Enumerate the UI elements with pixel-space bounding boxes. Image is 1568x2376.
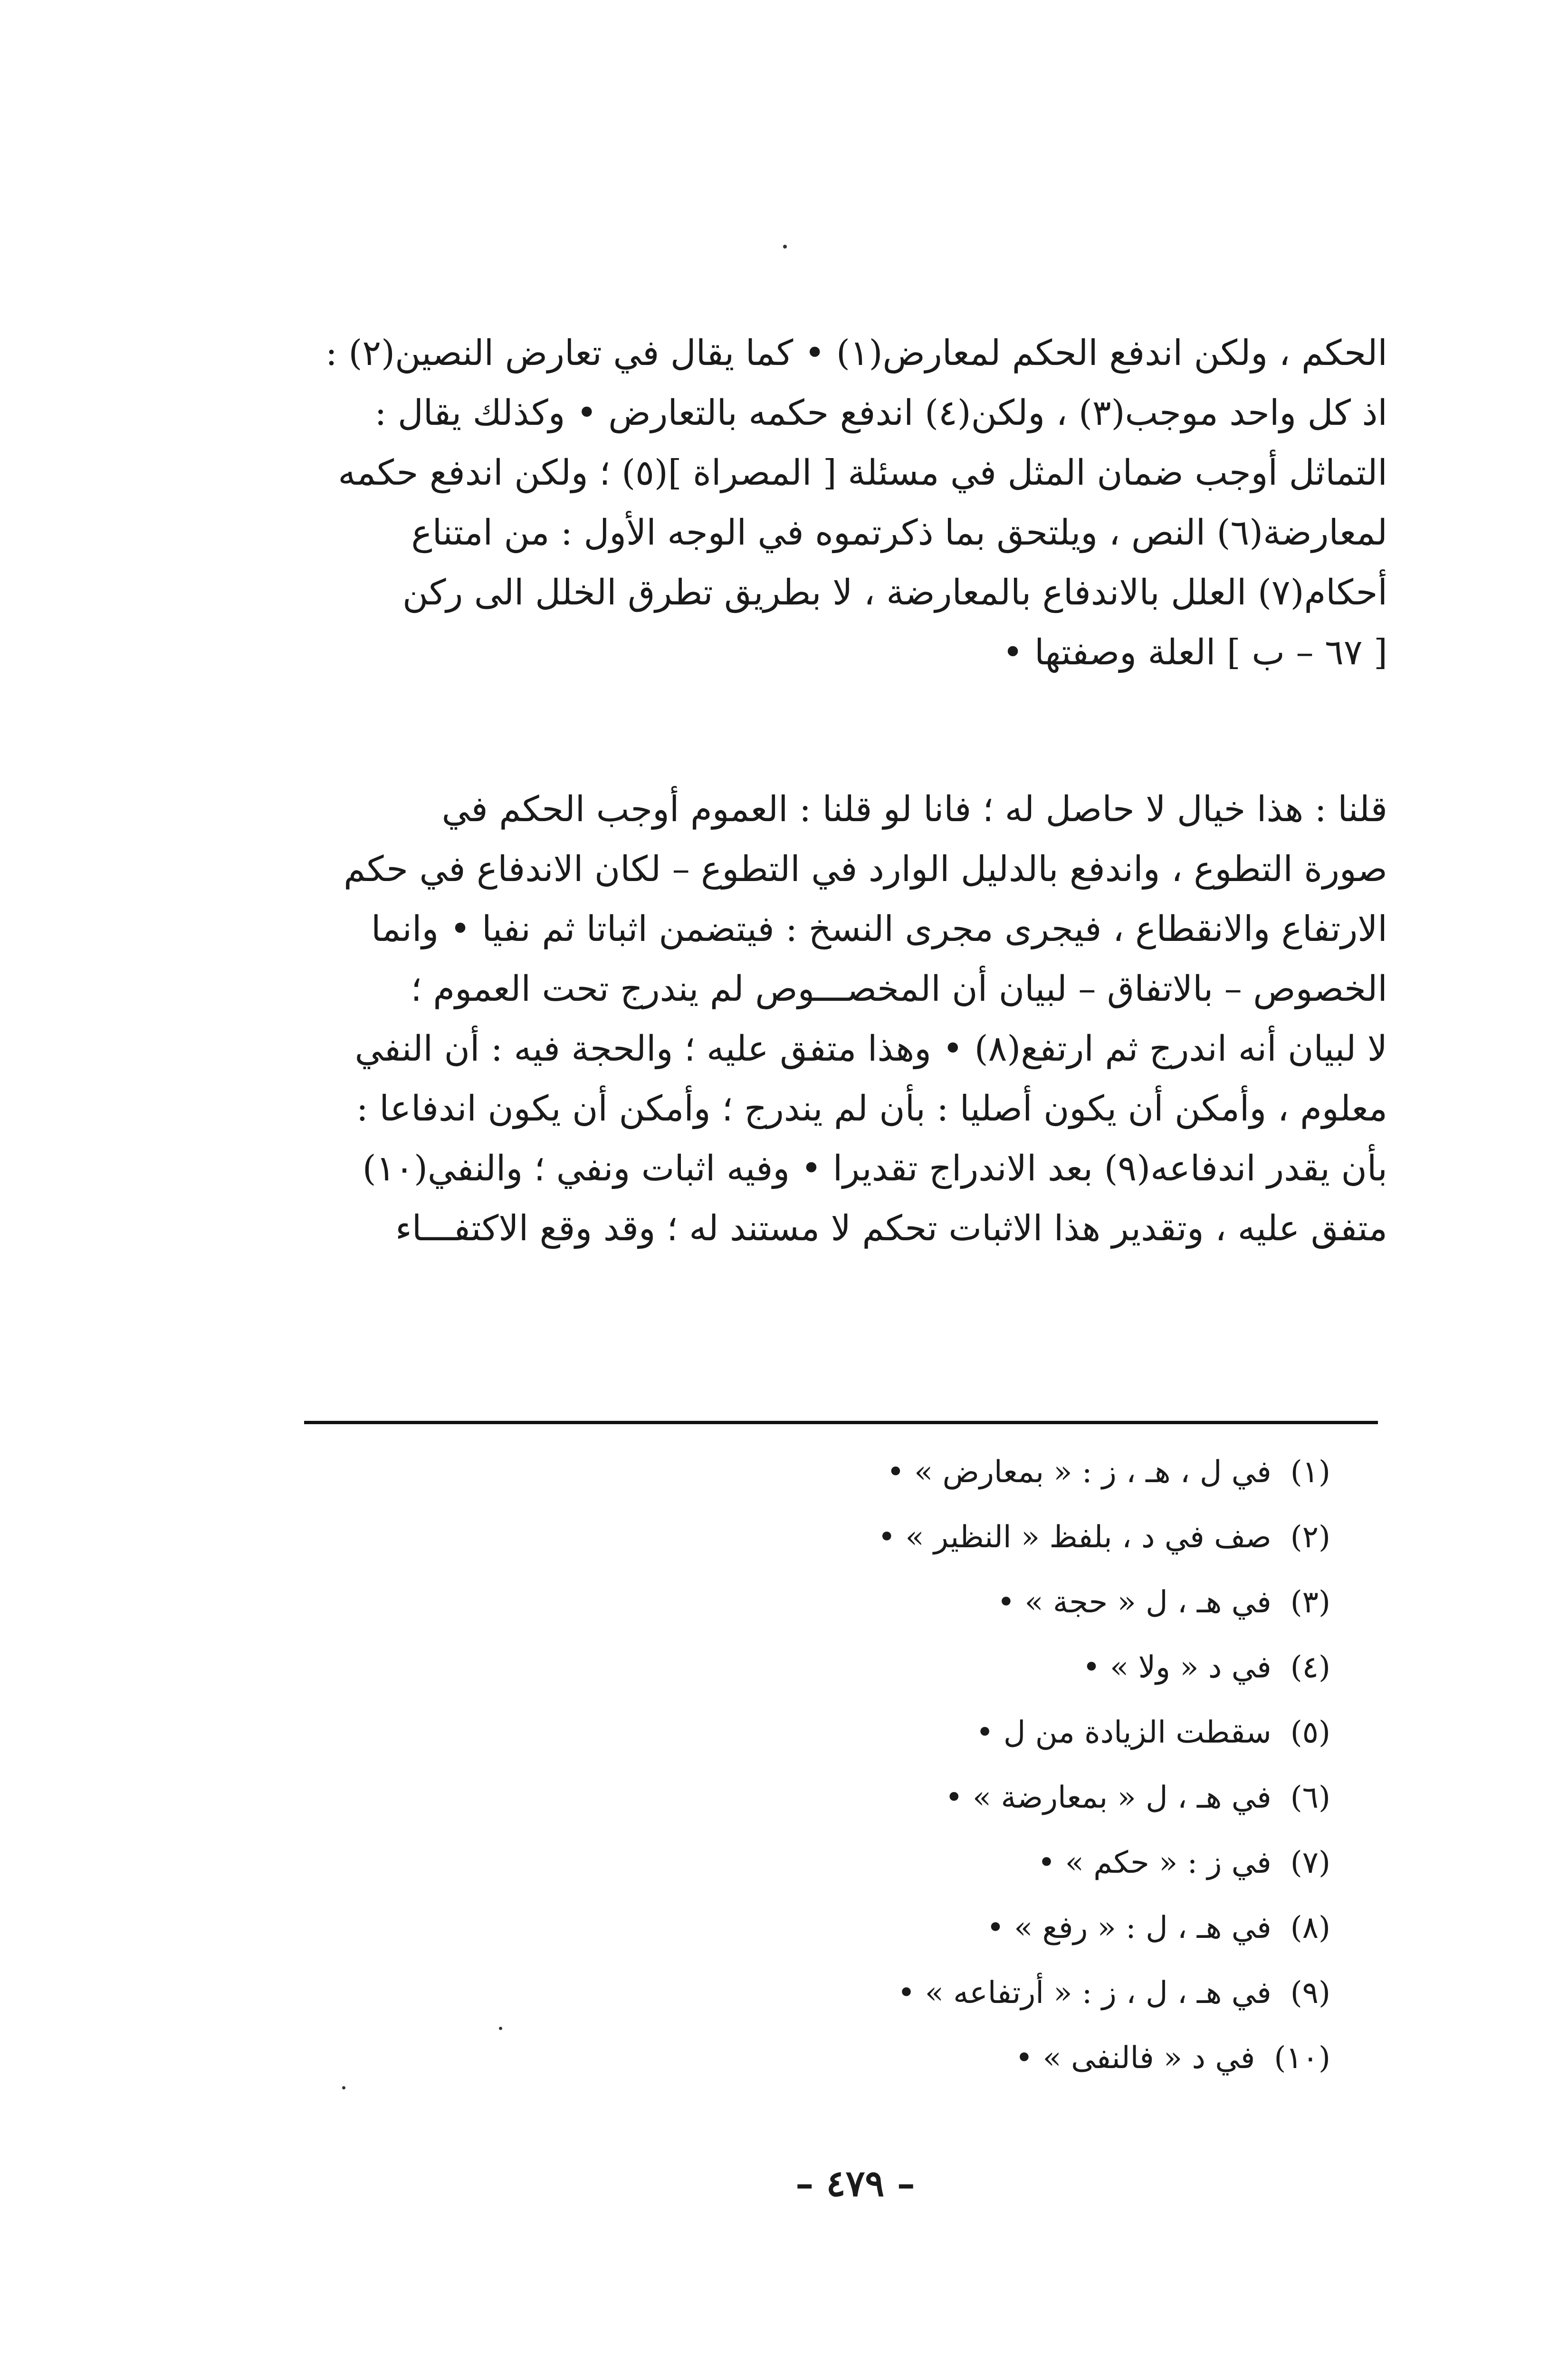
footnote-item: [713, 1700, 1330, 1765]
footnote-text: في ل ، هـ ، ز : « بمعارض » •: [887, 1455, 1272, 1490]
text-line: [ ٦٧ – ب ] العلة وصفتها •: [1002, 632, 1387, 673]
scan-speck: [499, 2027, 502, 2030]
main-paragraph-2: [266, 779, 1387, 1258]
footnote-number: (٣): [1290, 1585, 1330, 1620]
footnote-number: (٨): [1290, 1910, 1330, 1945]
scan-speck: [783, 245, 787, 249]
footnote-number: (١٠): [1274, 2041, 1330, 2076]
footnote-text: سقطت الزيادة من ل •: [975, 1715, 1272, 1750]
footnote-number: (٩): [1290, 1975, 1330, 2011]
text-line: اذ كل واحد موجب(٣) ، ولكن(٤) اندفع حكمه بالتعارض • وكذلك يقال :: [374, 393, 1387, 433]
footnote-text: في هـ ، ل « بمعارضة » •: [945, 1780, 1272, 1815]
footnote-number: (١): [1290, 1455, 1330, 1490]
footnote-item: [713, 1440, 1330, 1505]
text-line: التماثل أوجب ضمان المثل في مسئلة [ المصراة ](٥) ؛ ولكن اندفع حكمه: [338, 452, 1387, 493]
page-number: – ٤٧٩ –: [795, 2162, 915, 2204]
text-line: متفق عليه ، وتقدير هذا الاثبات تحكم لا مستند له ؛ وقد وقع الاكتفـــاء: [395, 1208, 1387, 1249]
footnote-item: [713, 1505, 1330, 1570]
footnote-text: في هـ ، ل : « رفع » •: [986, 1910, 1272, 1945]
footnote-text: في هـ ، ل « حجة » •: [997, 1585, 1272, 1620]
text-line: قلنا : هذا خيال لا حاصل له ؛ فانا لو قلنا : العموم أوجب الحكم في: [441, 789, 1387, 830]
text-line: معلوم ، وأمكن أن يكون أصليا : بأن لم يندرج ؛ وأمكن أن يكون اندفاعا :: [356, 1088, 1387, 1129]
main-paragraph-1: [266, 323, 1387, 682]
scan-speck: [342, 2086, 345, 2089]
footnote-text: في ز : « حكم » •: [1037, 1845, 1272, 1880]
text-line: لمعارضة(٦) النص ، ويلتحق بما ذكرتموه في الوجه الأول : من امتناع: [411, 512, 1387, 553]
text-line: الخصوص – بالاتفاق – لبيان أن المخصـــوص لم يندرج تحت العموم ؛: [411, 968, 1387, 1009]
footnote-item: [713, 1830, 1330, 1896]
footnote-number: (٢): [1290, 1520, 1330, 1555]
footnote-number: (٤): [1290, 1650, 1330, 1685]
footnote-number: (٥): [1290, 1715, 1330, 1750]
text-line: الحكم ، ولكن اندفع الحكم لمعارض(١) • كما يقال في تعارض النصين(٢) :: [325, 333, 1387, 374]
footnote-item: [713, 1635, 1330, 1700]
text-line: صورة التطوع ، واندفع بالدليل الوارد في التطوع – لكان الاندفاع في حكم: [344, 849, 1387, 890]
footnote-number: (٦): [1290, 1780, 1330, 1815]
footnote-item: [713, 1570, 1330, 1635]
footnote-text: في د « ولا » •: [1082, 1650, 1272, 1685]
text-line: لا لبيان أنه اندرج ثم ارتفع(٨) • وهذا متفق عليه ؛ والحجة فيه : أن النفي: [354, 1028, 1387, 1069]
footnote-item: [713, 2026, 1330, 2091]
footnote-text: في د « فالنفى » •: [1015, 2041, 1255, 2076]
footnote-item: [713, 1961, 1330, 2026]
footnote-item: [713, 1896, 1330, 1961]
footnote-text: في هـ ، ل ، ز : « أرتفاعه » •: [897, 1975, 1272, 2011]
text-line: بأن يقدر اندفاعه(٩) بعد الاندراج تقديرا • وفيه اثبات ونفي ؛ والنفي(١٠): [362, 1148, 1387, 1189]
text-line: الارتفاع والانقطاع ، فيجرى مجرى النسخ : فيتضمن اثباتا ثم نفيا • وانما: [371, 909, 1387, 949]
footnote-number: (٧): [1290, 1845, 1330, 1880]
footnote-item: [713, 1765, 1330, 1830]
text-line: أحكام(٧) العلل بالاندفاع بالمعارضة ، لا بطريق تطرق الخلل الى ركن: [402, 572, 1387, 613]
footnote-text: صف في د ، بلفظ « النظير » •: [878, 1520, 1272, 1555]
footnote-divider: [304, 1421, 1378, 1424]
footnotes: [713, 1440, 1330, 2091]
